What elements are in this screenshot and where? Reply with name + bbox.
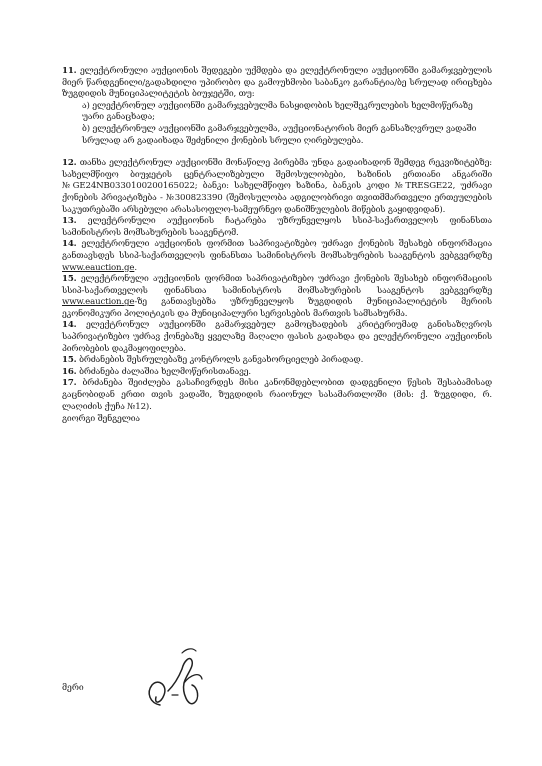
paragraph-text: ბრძანების შესრულებაზე კონტროლს განვახორციელებ პირადად. xyxy=(76,355,364,366)
paragraph-number: 16. xyxy=(62,366,77,377)
paragraph-number: 15. xyxy=(62,274,77,285)
paragraph-number: 11. xyxy=(62,66,77,76)
paragraph-text: ელექტრონული აუქციონის შედეგები უქმდება და ელექტრონული აუქციონში გამარჯვებულის მიერ წარდგენილი/გადახდილი უპირობო და გამოუხმობი საბანკო გარანტია/ბე სრულად ირიცხება ზუგდიდის მუნიციპალიტეტის ბიუჯეტში, თუ: xyxy=(62,66,492,100)
paragraph-12 xyxy=(62,158,492,216)
paragraph-number: 13. xyxy=(62,216,77,227)
paragraph-number: 14. xyxy=(62,239,77,250)
paragraph-text: ელექტრონული აუქციონის ფორმით საპრივატიზებო უძრავი ქონების შესახებ ინფორმაციის სსიპ-საქართველოს ფინანსთა სამინისტროს მომსახურების სააგენტოს ვებგვერდზე xyxy=(62,274,492,296)
paragraph-text: ელექტრონული აუქციონის ფორმით საპრივატიზებო უძრავი ქონების შესახებ ინფორმაცია განთავსდეს სსიპ-საქართველოს ფინანსთა სამინისტროს მომსახურების სააგენტოს ვებგვერდზე xyxy=(62,239,492,261)
eauction-link[interactable]: www.eauction.ge xyxy=(62,262,135,273)
paragraph-16 xyxy=(62,367,492,379)
paragraph-17 xyxy=(62,378,492,413)
signer-name: გიორგი შენგელია xyxy=(62,414,140,425)
paragraph-number: 15. xyxy=(62,355,77,366)
eauction-link[interactable]: www.eauction.ge xyxy=(62,297,135,308)
paragraph-15-publish xyxy=(62,274,492,320)
paragraph-text: ელექტრონულ აუქციონში გამარჯვებულ გამოცხადების კრიტერიუმად განისაზღვროს საპრივატიზებო უძრავ ქონებაზე ყველაზე მაღალი ფასის გადახდა და ელექტრონული აუქციონის პირობების დაკმაყოფილება. xyxy=(62,320,492,354)
paragraph-14-info xyxy=(62,239,492,274)
paragraph-text-after: -ზე განთავსებზა უზრუნველყოს ზუგდიდის მუნიციპალიტეტის მერიის ეკონომიკური პოლიტიკის და მუნიციპალური სერვისების მართვის სამსახურმა. xyxy=(62,297,492,319)
paragraph-13 xyxy=(62,216,492,239)
subclause-a: ა) ელექტრონულ აუქციონში გამარჯვებულმა ნასყიდობის ხელშეკრულების ხელმოწერაზე უარი განაცხადა; xyxy=(82,100,473,123)
paragraph-text-after: . xyxy=(134,262,137,273)
paragraph-14-winner xyxy=(62,320,492,355)
paragraph-text: ბრძანება შეიძლება გასაჩივრდეს მისი კანონმდებლობით დადგენილი წესის შესაბამისად გაცნობიდან ერთი თვის ვადაში, ზუგდიდის რაიონულ სასამართლოში (მის: ქ. ზუგდიდი, რ. ლაღიძის ქუჩა №12). xyxy=(62,378,492,412)
document-body xyxy=(62,66,492,426)
paragraph-15-control xyxy=(62,355,492,367)
handwritten-signature xyxy=(138,645,218,715)
paragraph-number: 17. xyxy=(62,378,77,389)
paragraph-text: ელექტრონული აუქციონის ჩატარება უზრუნველყოს სსიპ-საქართველოს ფინანსთა სამინისტროს მომსახურების სააგენტომ. xyxy=(62,216,492,238)
paragraph-number: 12. xyxy=(62,158,77,169)
subclause-b: ბ) ელექტრონულ აუქციონში გამარჯვებულმა, აუქციონატორის მიერ განსაზღვრულ ვადაში სრულად არ გადაიხადა შეძენილი ქონების სრული ღირებულება. xyxy=(82,123,477,146)
paragraph-text: თანხა ელექტრონულ აუქციონში მონაწილე პირებმა უნდა გადაიხადონ შემდეგ რეკვიზიტებზე: სახელმწიფო ბიუჯეტის ცენტრალიზებული შემოსულობები, ხაზინის ერთიანი ანგარიში №GE24NB0330100200165022; ბანკი: სახელმწიფო ხაზინა, ბანკის კოდი №TRESGE22, უძრავი ქონების პრივატიზება - №300823390 (შემოსულობა ადგილობრივი თვითმმართველი ერთეულების საკუთრებაში არსებული არასასოფლო-სამეურნეო დანიშნულების მიწების გაყიდვიდან). xyxy=(62,158,492,215)
signer-title: მერი xyxy=(62,683,84,693)
paragraph-11 xyxy=(62,66,492,101)
paragraph-text: ბრძანება ძალაშია ხელმოწერისთანავე. xyxy=(76,366,251,377)
paragraph-number: 14. xyxy=(62,320,77,331)
